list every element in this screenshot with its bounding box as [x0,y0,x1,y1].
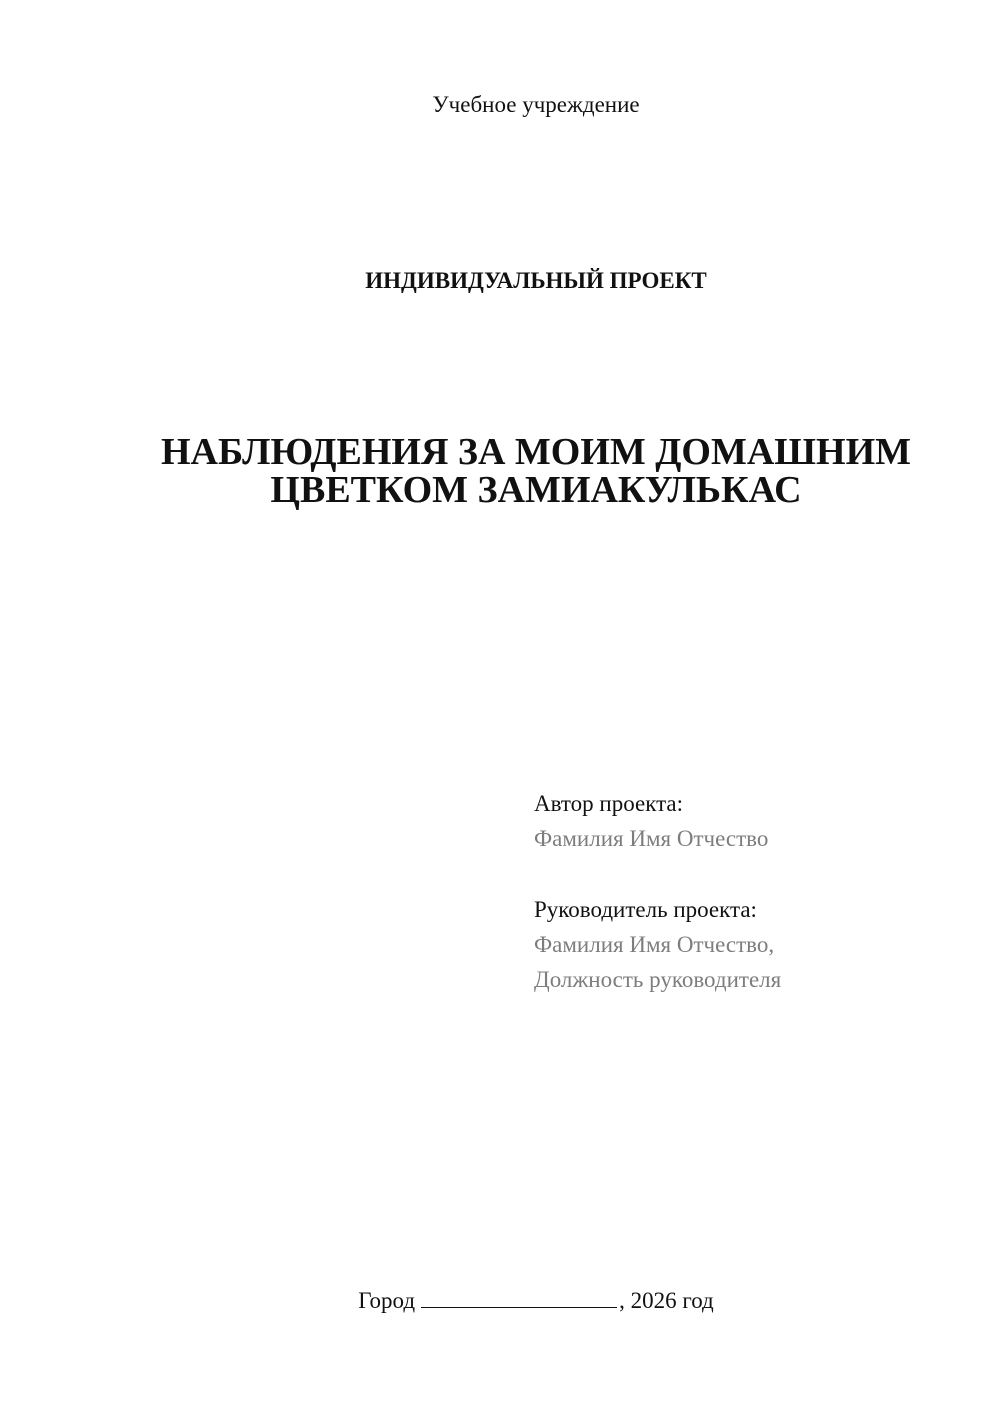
year-text: , 2026 год [619,1288,714,1313]
supervisor-block [534,892,781,997]
author-block [534,786,768,856]
project-title-line-2: ЦВЕТКОМ ЗАМИАКУЛЬКАС [270,469,802,511]
city-label: Город [358,1288,416,1313]
supervisor-position: Должность руководителя [534,967,782,992]
supervisor-label: Руководитель проекта: [534,897,757,922]
city-blank-line [421,1289,617,1308]
author-name: Фамилия Имя Отчество [534,826,769,851]
supervisor-name: Фамилия Имя Отчество, [534,932,775,957]
city-year-line [0,1288,1000,1314]
author-label: Автор проекта: [534,791,683,816]
institution-name: Учебное учреждение [432,92,640,117]
project-title [0,433,1000,509]
project-title-line-1: НАБЛЮДЕНИЯ ЗА МОИМ ДОМАШНИМ [160,431,912,473]
document-type: ИНДИВИДУАЛЬНЫЙ ПРОЕКТ [365,268,707,293]
